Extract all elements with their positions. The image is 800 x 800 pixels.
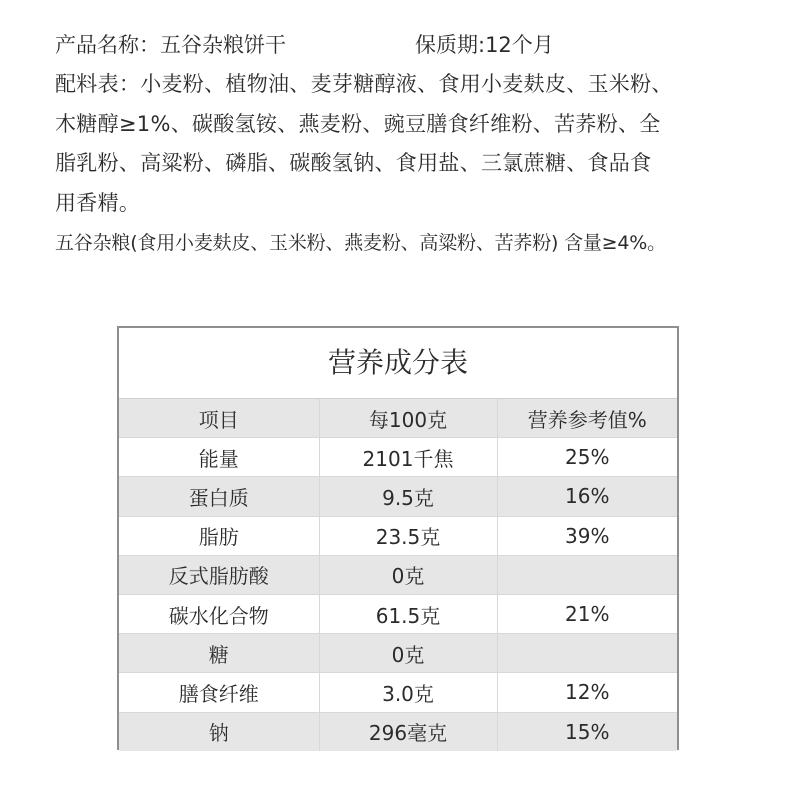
table-row [119,673,677,712]
ingredients-list [55,65,785,223]
nutrient-amount: 23.5克 [319,516,497,555]
nutrient-amount: 61.5克 [319,594,497,633]
nutrient-name: 糖 [119,634,319,673]
product-header-line [55,30,785,61]
table-row [119,555,677,594]
nutrient-amount: 0克 [319,634,497,673]
table-row [119,594,677,633]
nutrient-name: 碳水化合物 [119,594,319,633]
ingredients-line: 木糖醇≥1%、碳酸氢铵、燕麦粉、豌豆膳食纤维粉、苦荞粉、全 [55,111,661,136]
nutrient-amount: 9.5克 [319,477,497,516]
table-row [119,516,677,555]
product-info [55,30,785,259]
nutrition-facts-table [117,326,679,750]
table-header-row [119,399,677,438]
nutrient-amount: 2101千焦 [319,438,497,477]
nutrient-nrv: 16% [497,477,677,516]
nutrient-nrv: 39% [497,516,677,555]
nutrient-nrv [497,555,677,594]
nutrition-grid [119,399,677,751]
nutrition-table-title: 营养成分表 [119,328,677,399]
nutrient-nrv: 15% [497,712,677,751]
header-nrv: 营养参考值% [497,399,677,438]
nutrient-name: 能量 [119,438,319,477]
nutrient-nrv: 12% [497,673,677,712]
nutrient-name: 膳食纤维 [119,673,319,712]
table-row [119,634,677,673]
header-item: 项目 [119,399,319,438]
nutrient-nrv [497,634,677,673]
nutrient-nrv: 25% [497,438,677,477]
grain-content-note: 五谷杂粮(食用小麦麸皮、玉米粉、燕麦粉、高粱粉、苦荞粉) 含量≥4%。 [55,232,666,254]
table-row [119,712,677,751]
product-name: 产品名称：五谷杂粮饼干 [55,33,286,57]
table-row [119,477,677,516]
nutrient-nrv: 21% [497,594,677,633]
nutrient-name: 脂肪 [119,516,319,555]
ingredients-line: 用香精。 [55,190,141,215]
nutrient-name: 反式脂肪酸 [119,555,319,594]
header-per-100g: 每100克 [319,399,497,438]
nutrient-amount: 0克 [319,555,497,594]
ingredients-line: 脂乳粉、高粱粉、磷脂、碳酸氢钠、食用盐、三氯蔗糖、食品食 [55,151,652,175]
nutrient-amount: 3.0克 [319,673,497,712]
shelf-life: 保质期:12个月 [415,33,554,57]
nutrient-amount: 296毫克 [319,712,497,751]
nutrient-name: 蛋白质 [119,477,319,516]
ingredients-line: 配料表：小麦粉、植物油、麦芽糖醇液、食用小麦麸皮、玉米粉、 [55,72,673,96]
nutrient-name: 钠 [119,712,319,751]
table-row [119,438,677,477]
